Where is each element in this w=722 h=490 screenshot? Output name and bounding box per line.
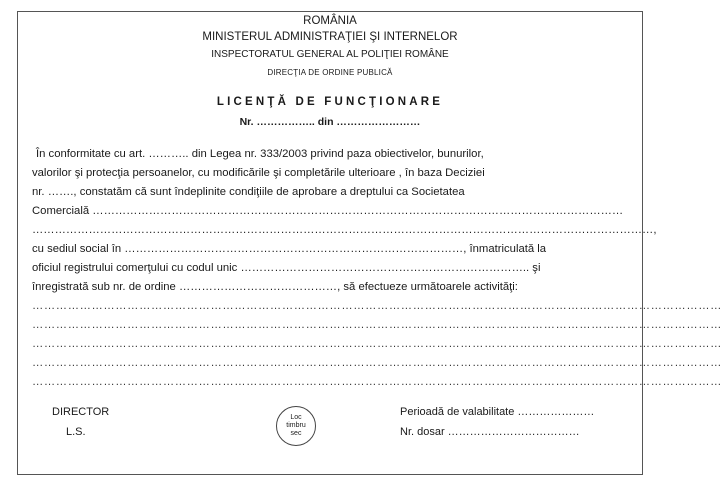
license-form [17, 11, 722, 475]
dotted-line-1: ………………………………………………………………………………………………………………………………………………………… [32, 300, 722, 312]
body-line-7: oficiul registrului comerţului cu codul unic ………………………………………………………………….. şi [32, 262, 541, 274]
ls-label: L.S. [66, 426, 86, 438]
director-label: DIRECTOR [52, 406, 110, 418]
header-ministry: MINISTERUL ADMINISTRAŢIEI ŞI INTERNELOR [202, 31, 458, 43]
stamp-text-2: timbru [286, 422, 306, 429]
body-line-6: cu sediul social în ………………………………………………………………………………, înmatriculată la [32, 243, 547, 255]
body-line-1: În conformitate cu art. ……….. din Legea nr. 333/2003 privind paza obiectivelor, bunurilor, [36, 148, 484, 160]
body-line-5: …………………………………………………………………………………………………………………………………………………, [32, 224, 657, 236]
stamp-placeholder [276, 406, 316, 446]
dotted-line-3: ………………………………………………………………………………………………………………………………………………………… [32, 338, 722, 350]
file-number: Nr. dosar ……………………………… [400, 426, 580, 438]
document-title: LICENŢĂ DE FUNCŢIONARE [216, 96, 444, 108]
number-line: Nr. …………….. din …………………… [239, 116, 421, 128]
dotted-line-2: ………………………………………………………………………………………………………………………………………………………… [32, 319, 722, 331]
body-line-4: Comercială …………………………………………………………………………………………………………………………… [32, 205, 624, 217]
header-inspectorate: INSPECTORATUL GENERAL AL POLIŢIEI ROMÂNE [211, 49, 449, 60]
dotted-line-4: ………………………………………………………………………………………………………………………………………………………… [32, 357, 722, 369]
body-line-3: nr. ……., constatăm că sunt îndeplinite condiţiile de aprobare a dreptului ca Societatea [32, 186, 465, 198]
body-line-2: valorilor şi protecţia persoanelor, cu modificările şi completările ulterioare , în baza Deciziei [32, 167, 485, 179]
stamp-text-3: sec [290, 430, 302, 437]
header-country: ROMÂNIA [303, 15, 357, 27]
header-directorate: DIRECŢIA DE ORDINE PUBLICĂ [267, 68, 393, 77]
validity-period: Perioadă de valabilitate ………………… [400, 406, 595, 418]
dotted-line-5: ………………………………………………………………………………………………………………………………………………………… [32, 376, 722, 388]
stamp-text-1: Loc [290, 414, 302, 421]
body-line-8: înregistrată sub nr. de ordine ……………………………………, să efectueze următoarele activităţi: [32, 281, 518, 293]
